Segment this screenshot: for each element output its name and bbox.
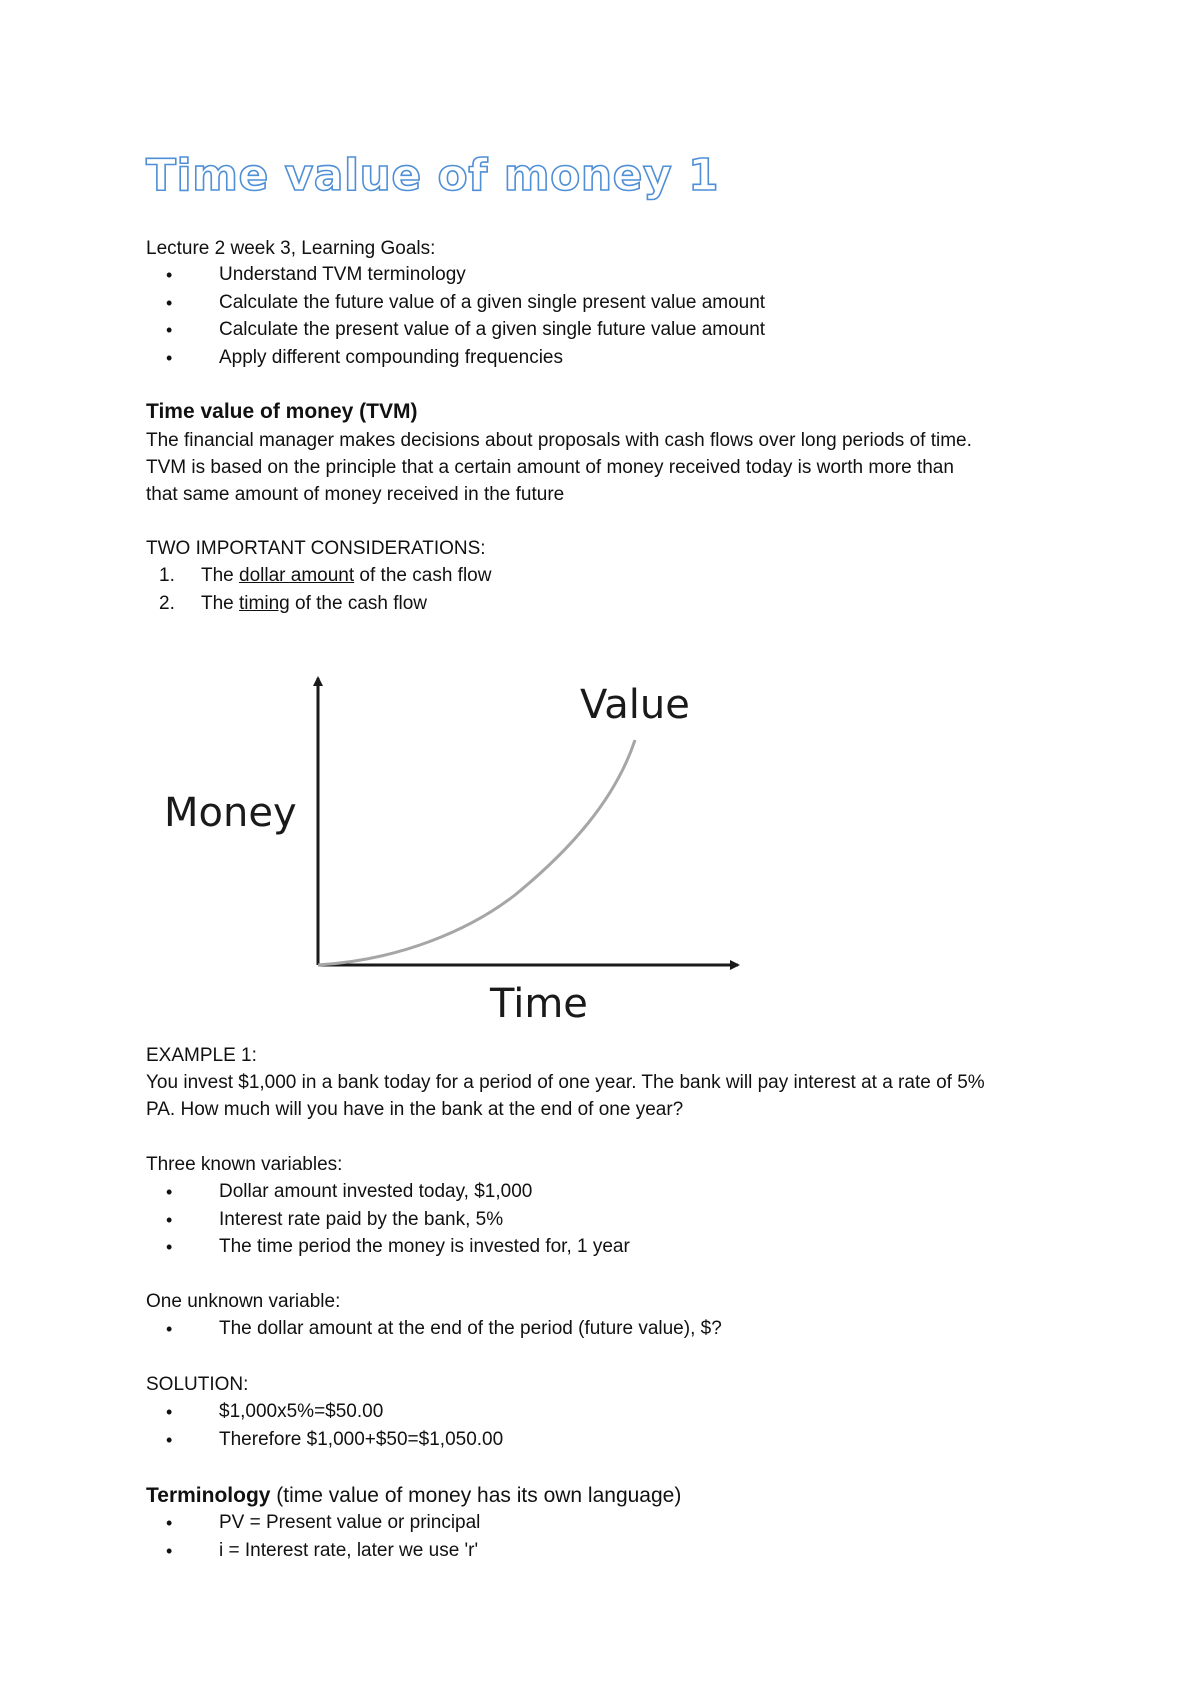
bullet-icon: • xyxy=(166,320,173,340)
underlined-term: dollar amount xyxy=(239,565,355,586)
money-time-graph xyxy=(150,660,770,1030)
known-heading: Three known variables: xyxy=(146,1154,343,1175)
tvm-heading: Time value of money (TVM) xyxy=(146,400,418,423)
intro-line: Lecture 2 week 3, Learning Goals: xyxy=(146,238,436,259)
curve-label: Value xyxy=(580,682,690,728)
terminology-heading-suffix: (time value of money has its own language) xyxy=(270,1484,682,1507)
tvm-paragraph-line: TVM is based on the principle that a certain amount of money received today is worth more than xyxy=(146,457,954,478)
bullet-icon: • xyxy=(166,265,173,285)
example-label: EXAMPLE 1: xyxy=(146,1045,257,1066)
bullet-icon: • xyxy=(166,1237,173,1257)
underlined-term: timing xyxy=(239,592,290,614)
bullet-icon: • xyxy=(166,1540,173,1561)
bullet-icon: • xyxy=(166,1429,173,1450)
document-page: Time value of money 1 Lecture 2 week 3, Learning Goals: • Understand TVM terminology • Calculate the future value of a given single present value amount • Calculate the present value of a given single future value amount • Apply different compounding frequencies Time value of money (TVM) The financial manager makes decisions about proposals with cash flows over long periods of time. TVM is based on the principle that a certain amount of money received today is worth more than that same amount of money received in the future TWO IMPORTANT CONSIDERATIONS: 1. The dollar amount of the cash flow 2. The timing of the cash flow Money Time Value EXAMPLE 1: You invest $1,000 in a bank today for a period of one year. The bank will pay interest at a rate of 5% PA. How much will you have in the bank at the end of one year? Three known variables: • Dollar amount invested today, $1,000 • Interest rate paid by the bank, 5% • The time period the money is invested for, 1 year One unknown variable: • The dollar amount at the end of the period (future value), $? SOLUTION: • $1,000x5%=$50.00 • Therefore $1,000+$50=$1,050.00 Terminology (time value of money has its own language) • PV = Present value or principal • i = Interest rate, later we use 'r' xyxy=(0,0,1200,1698)
terminology-heading: Terminology (time value of money has its own language) xyxy=(146,1484,682,1507)
bullet-icon: • xyxy=(166,1319,173,1339)
example-line: You invest $1,000 in a bank today for a period of one year. The bank will pay interest at a rate of 5% xyxy=(146,1072,985,1093)
bullet-icon: • xyxy=(166,1402,173,1422)
tvm-paragraph-line: The financial manager makes decisions about proposals with cash flows over long periods of time. xyxy=(146,430,972,451)
bullet-icon: • xyxy=(166,292,173,313)
x-axis-label: Time xyxy=(490,981,588,1027)
page-title: Time value of money 1 xyxy=(146,150,720,201)
value-curve xyxy=(318,740,635,965)
solution-heading: SOLUTION: xyxy=(146,1374,249,1395)
unknown-heading: One unknown variable: xyxy=(146,1291,341,1312)
bullet-icon: • xyxy=(166,1182,173,1202)
tvm-paragraph-line: that same amount of money received in the future xyxy=(146,484,565,505)
considerations-heading: TWO IMPORTANT CONSIDERATIONS: xyxy=(146,538,486,559)
bullet-icon: • xyxy=(166,347,173,368)
bullet-icon: • xyxy=(166,1513,173,1533)
example-line: PA. How much will you have in the bank at the end of one year? xyxy=(146,1099,684,1120)
y-axis-label: Money xyxy=(164,790,297,836)
bullet-icon: • xyxy=(166,1209,173,1230)
